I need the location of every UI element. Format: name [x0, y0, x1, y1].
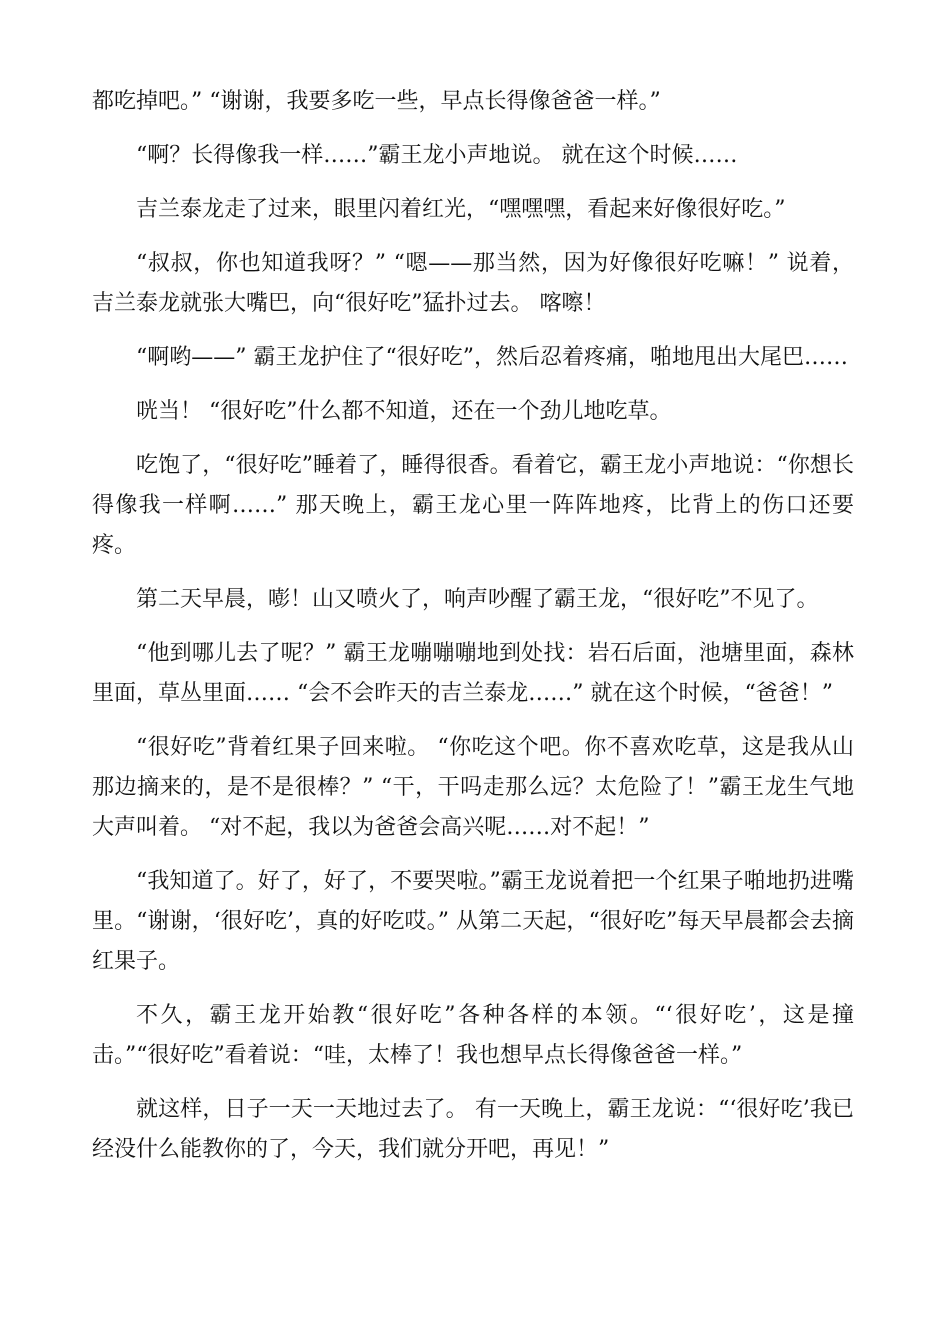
paragraph: “很好吃”背着红果子回来啦。 “你吃这个吧。你不喜欢吃草，这是我从山那边摘来的，是不是很棒？” “干，干吗走那么远？太危险了！”霸王龙生气地大声叫着。 “对不起，我以为爸爸会高兴呢……对不起！” — [92, 735, 854, 840]
paragraph: 咣当！ “很好吃”什么都不知道，还在一个劲儿地吃草。 — [136, 399, 672, 424]
paragraph: “啊哟——” 霸王龙护住了“很好吃”，然后忍着疼痛，啪地甩出大尾巴…… — [136, 345, 848, 370]
paragraph: “叔叔，你也知道我呀？” “嗯——那当然，因为好像很好吃嘛！” 说着，吉兰泰龙就张大嘴巴，向“很好吃”猛扑过去。 喀嚓！ — [92, 251, 854, 316]
paragraph: 都吃掉吧。” “谢谢，我要多吃一些，早点长得像爸爸一样。” — [92, 89, 661, 114]
paragraph: 第二天早晨，嘭！山又喷火了，响声吵醒了霸王龙，“很好吃”不见了。 — [136, 587, 819, 612]
paragraph: 吉兰泰龙走了过来，眼里闪着红光，“嘿嘿嘿，看起来好像很好吃。” — [136, 197, 786, 222]
document-page — [92, 82, 854, 1184]
paragraph: 就这样，日子一天一天地过去了。 有一天晚上，霸王龙说：“‘很好吃’我已经没什么能教你的了，今天，我们就分开吧，再见！” — [92, 1097, 854, 1162]
paragraph: 不久，霸王龙开始教“很好吃”各种各样的本领。“‘很好吃’，这是撞击。”“很好吃”看着说：“哇，太棒了！我也想早点长得像爸爸一样。” — [92, 1003, 854, 1068]
paragraph: “我知道了。好了，好了，不要哭啦。”霸王龙说着把一个红果子啪地扔进嘴里。“谢谢，‘很好吃’，真的好吃哎。” 从第二天起，“很好吃”每天早晨都会去摘红果子。 — [92, 869, 854, 974]
paragraph: “他到哪儿去了呢？” 霸王龙嘣嘣嘣地到处找：岩石后面，池塘里面，森林里面，草丛里面…… “会不会昨天的吉兰泰龙……” 就在这个时候，“爸爸！” — [92, 641, 854, 706]
paragraph: “啊？长得像我一样……”霸王龙小声地说。 就在这个时候…… — [136, 143, 738, 168]
paragraph: 吃饱了，“很好吃”睡着了，睡得很香。看着它，霸王龙小声地说：“你想长得像我一样啊……” 那天晚上，霸王龙心里一阵阵地疼，比背上的伤口还要疼。 — [92, 453, 854, 558]
